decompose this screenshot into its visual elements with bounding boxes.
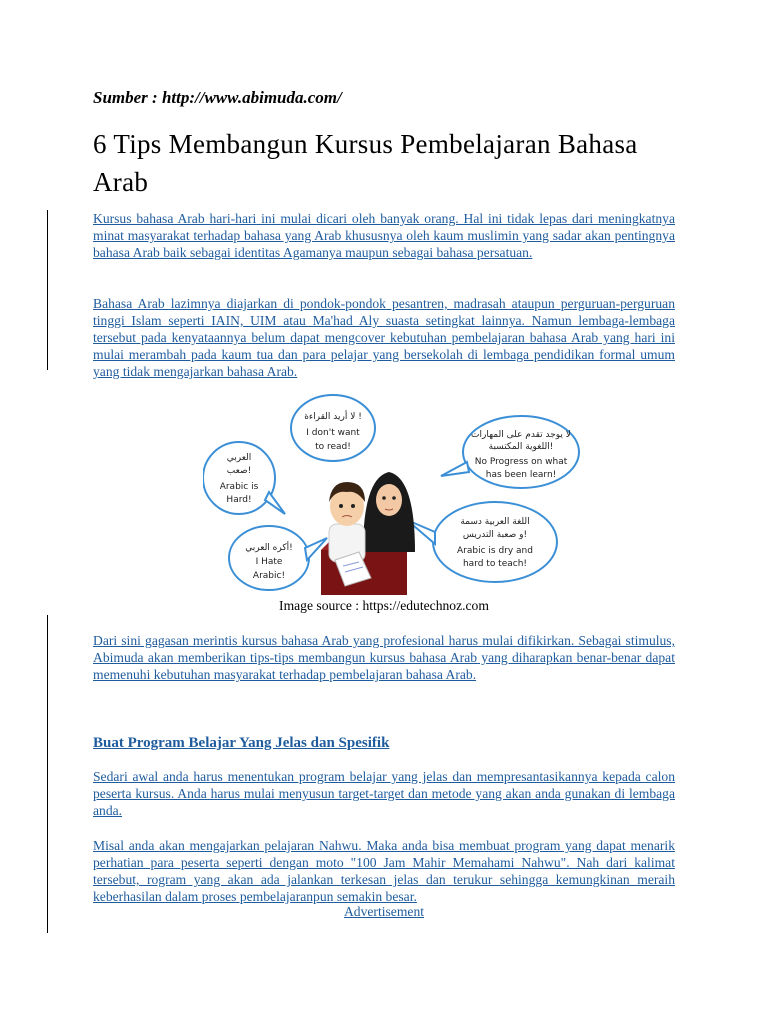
woman-figure (363, 472, 415, 552)
section-heading[interactable]: Buat Program Belajar Yang Jelas dan Spesifik (93, 735, 390, 751)
paragraph-program[interactable]: Sedari awal anda harus menentukan program belajar yang jelas dan mempresantasikannya kepada calon peserta kursus. Anda harus mulai menyusun target-target dan metode yang akan anda gunakan di lembaga anda. (93, 769, 675, 818)
image-caption: Image source : https://edutechnoz.com (279, 598, 489, 613)
bubble-left-english-1: Arabic is (219, 482, 259, 492)
bubble-lower-right-english-1: Arabic is dry and (457, 546, 533, 556)
change-bar (47, 210, 48, 370)
speech-bubble-left (203, 442, 285, 514)
change-bar (47, 615, 48, 933)
bubble-left-arabic-1: العربي (226, 453, 252, 463)
bubble-top-english-1: I don't want (306, 428, 360, 438)
bubble-lower-left-english-2: Arabic! (252, 571, 286, 581)
paragraph-context[interactable]: Bahasa Arab lazimnya diajarkan di pondok-pondok pesantren, madrasah ataupun perguruan-perguruan tinggi Islam seperti IAIN, UIM atau Ma'had Aly suasta setingkat lainnya. Namun lembaga-lembaga tersebut pada kenyataannya belum dapat mengcover kebutuhan pembelajaran bahasa Arab yang hari ini mulai merambah pada kaum tua dan para pelajar yang bersekolah di lembaga pendidikan formal umum yang tidak mengajarkan bahasa Arab. (93, 296, 675, 379)
source-line: Sumber : http://www.abimuda.com/ (93, 88, 342, 107)
bubble-left-arabic-2: صعب! (226, 466, 252, 476)
speech-bubble-lower-right (407, 502, 557, 582)
bubble-lower-left-english-1: I Hate (255, 557, 283, 567)
bubble-lower-left-arabic: أكره العربي! (245, 543, 293, 553)
bubble-top-arabic: لا أريد القراءة ! (304, 412, 362, 422)
boy-figure (329, 482, 365, 562)
paragraph-intro[interactable]: Kursus bahasa Arab hari-hari ini mulai dicari oleh banyak orang. Hal ini tidak lepas dari meningkatnya minat masyarakat terhadap bahasa yang Arab khususnya oleh kaum muslimin yang sadar akan pentingnya bahasa Arab baik sebagai identitas Agamanya maupun sebagai bahasa persatuan. (93, 211, 675, 260)
paragraph-example[interactable]: Misal anda akan mengajarkan pelajaran Nahwu. Maka anda bisa membuat program yang dapat menarik perhatian para peserta seperti dengan moto "100 Jam Mahir Memahami Nahwu". Nah dari kalimat tersebut, rogram yang akan ada jalankan terkesan jelas dan terukur sehingga kemungkinan meraih keberhasilan dalam proses pembelajaranpun semakin besar. (93, 838, 675, 904)
illustration-arabic-learners (203, 392, 581, 597)
bubble-right-english-1: No Progress on what (474, 457, 568, 467)
speech-bubble-top (291, 395, 375, 461)
advertisement-link[interactable]: Advertisement (343, 904, 425, 919)
speech-bubble-lower-left (229, 526, 327, 590)
paragraph-stimulus[interactable]: Dari sini gagasan merintis kursus bahasa Arab yang profesional harus mulai difikirkan. Sebagai stimulus, Abimuda akan memberikan tips-tips membangun kursus bahasa Arab yang diharapkan benar-benar dapat memenuhi kebutuhan masyarakat terhadap pembelajaran bahasa Arab. (93, 633, 675, 682)
bubble-top-english-2: to read! (315, 442, 351, 452)
bubble-left-english-2: Hard! (226, 495, 252, 505)
bubble-right-arabic-1: لا يوجد تقدم على المهارات (471, 430, 571, 440)
page-title: 6 Tips Membangun Kursus Pembelajaran Bahasa Arab (93, 129, 638, 197)
bubble-lower-right-english-2: hard to teach! (462, 559, 528, 569)
speech-bubble-right (441, 416, 579, 488)
bubble-lower-right-arabic-1: اللغة العربية دسمة (460, 517, 530, 527)
bubble-lower-right-arabic-2: و صعبة التدريس! (462, 530, 528, 540)
bubble-right-english-2: has been learn! (485, 470, 557, 480)
bubble-right-arabic-2: اللغوية المكتسبة! (488, 442, 554, 452)
